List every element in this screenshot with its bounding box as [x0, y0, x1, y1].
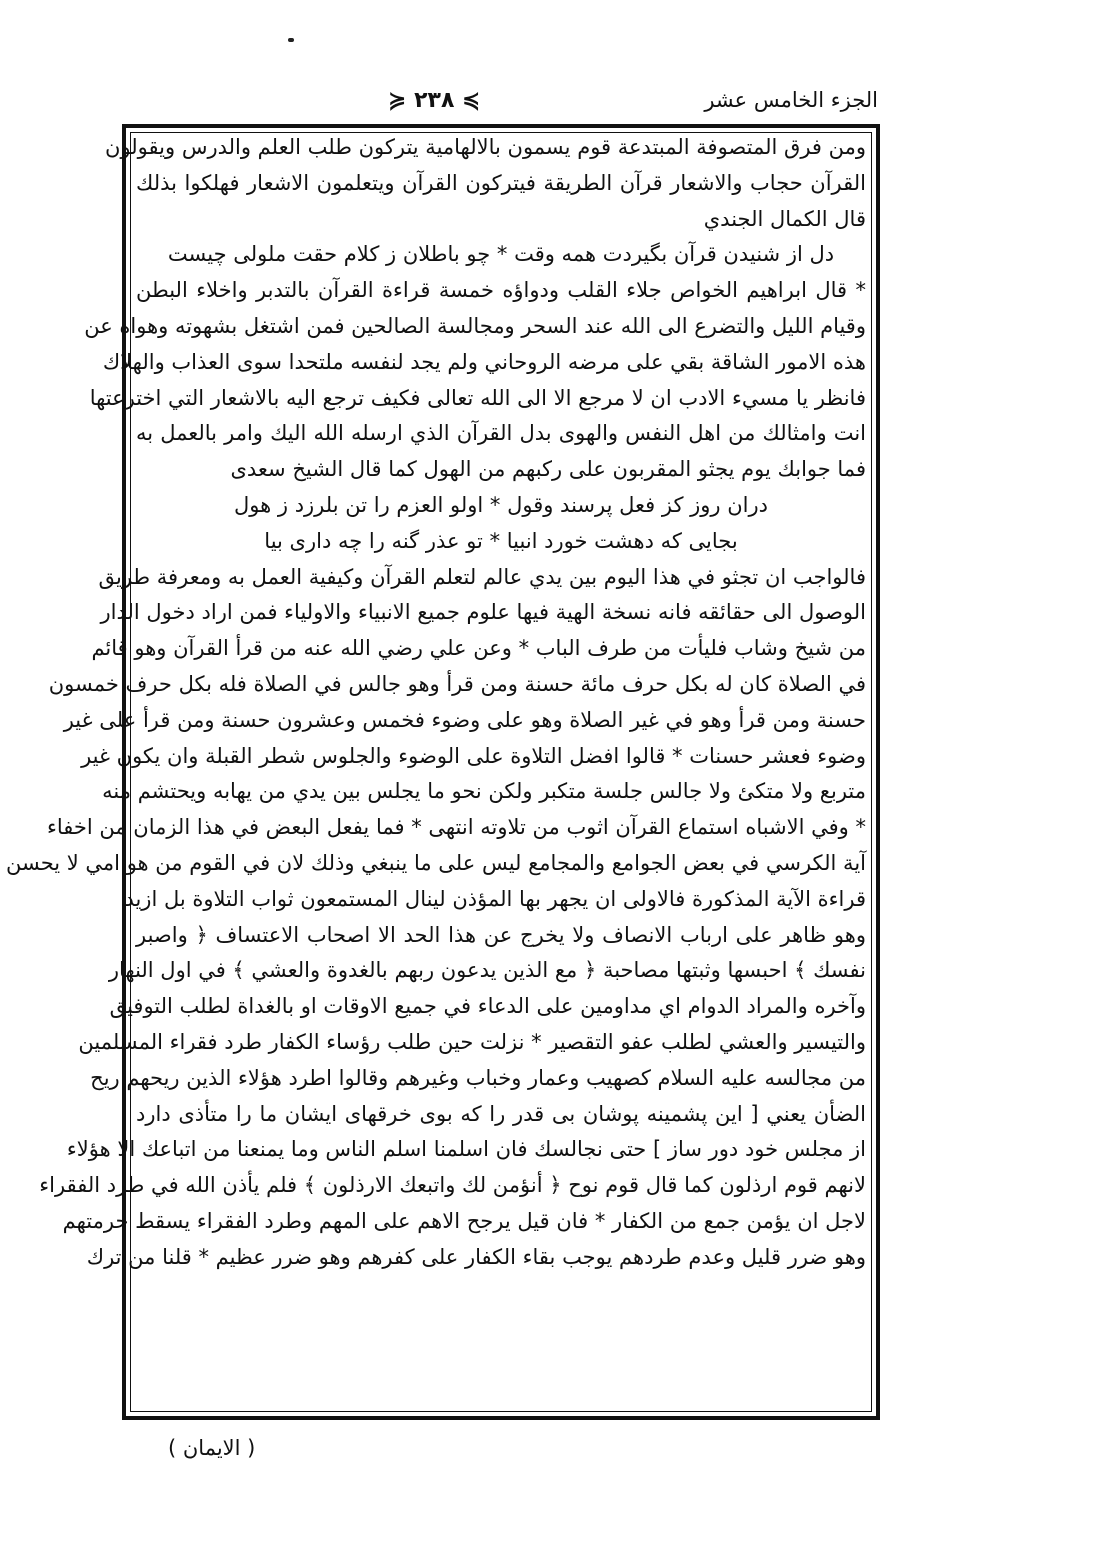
text-line: هذه الامور الشاقة بقي على مرضه الروحاني ولم يجد لنفسه ملتحدا سوى العذاب والهلاك [102, 349, 866, 374]
ink-speck [288, 38, 294, 42]
text-line: قراءة الآية المذكورة فالاولى ان يجهر بها المؤذن لينال المستمعون ثواب التلاوة بل ازيد [124, 886, 866, 911]
text-line: من مجالسه عليه السلام كصهيب وعمار وخباب وغيرهم وقالوا اطرد هؤلاء الذين ريحهم ريح [90, 1065, 866, 1090]
text-line: والتيسير والعشي لطلب عفو التقصير * نزلت حين طلب رؤساء الكفار طرد فقراء المسلمين [78, 1029, 866, 1054]
text-line: * وفي الاشباه استماع القرآن اثوب من تلاوته انتهى * فما يفعل البعض في هذا الزمان من اخفاء [46, 815, 866, 840]
page-header [128, 88, 878, 122]
text-line: فما جوابك يوم يجثو المقربون على ركبهم من الهول كما قال الشيخ سعدى [230, 457, 866, 482]
text-line: لانهم قوم ارذلون كما قال قوم نوح ﴿ أنؤمن لك واتبعك الارذلون ﴾ فلم يأذن الله في طرد الفقراء [39, 1173, 866, 1198]
verse-line: دران روز كز فعل پرسند وقول * اولو العزم را تن بلرزد ز هول [234, 492, 768, 517]
text-line: نفسك ﴾ احبسها وثبتها مصاحبة ﴿ مع الذين يدعون ربهم بالغدوة والعشي ﴾ في اول النهار [108, 958, 866, 983]
text-line: القرآن حجاب والاشعار قرآن الطريقة فيتركون القرآن ويتعلمون الاشعار فهلكوا بذلك [136, 170, 866, 195]
text-line: فالواجب ان تجثو في هذا اليوم بين يدي عالم لتعلم القرآن وكيفية العمل به ومعرفة طريق [98, 564, 866, 589]
text-line: آية الكرسي في بعض الجوامع والمجامع ليس على ما ينبغي وذلك لان في القوم من هو امي لا يحسن [5, 850, 866, 875]
text-line: حسنة ومن قرأ وهو في غير الصلاة وهو على وضوء فخمس وعشرون حسنة ومن قرأ على غير [63, 707, 866, 732]
text-line: فانظر يا مسيء الادب ان لا مرجع الا الى الله تعالى فكيف ترجع اليه بالاشعار التي اخترعتها [89, 385, 866, 410]
text-line: * قال ابراهيم الخواص جلاء القلب ودواؤه خمسة قراءة القرآن بالتدبر واخلاء البطن [136, 278, 866, 303]
catchword: ( الايمان ) [168, 1436, 256, 1460]
text-line: لاجل ان يؤمن جمع من الكفار * فان قيل يرجح الاهم على المهم وطرد الفقراء يسقط حرمتهم [62, 1208, 866, 1233]
main-text [5, 130, 866, 1276]
verse-line: بجايى كه دهشت خورد انبيا * تو عذر گنه را چه دارى بيا [264, 528, 738, 553]
text-line: ومن فرق المتصوفة المبتدعة قوم يسمون بالالهامية يتركون طلب العلم والدرس ويقولون [105, 135, 866, 159]
text-line: وضوء فعشر حسنات * قالوا افضل التلاوة على الوضوء والجلوس شطر القبلة وان يكون غير [81, 743, 866, 768]
text-line: قال الكمال الجندي [703, 206, 866, 231]
text-line: انت وامثالك من اهل النفس والهوى بدل القرآن الذي ارسله الله اليك وامر بالعمل به [136, 421, 866, 446]
text-line: وهو ضرر قليل وعدم طردهم يوجب بقاء الكفار على كفرهم وهو ضرر عظيم * قلنا من ترك [86, 1244, 866, 1269]
running-title: الجزء الخامس عشر [704, 88, 878, 112]
text-line: متربع ولا متكئ ولا جالس جلسة متكبر ولكن نحو ما يجلس بين يدي من يهابه ويحتشم منه [102, 779, 866, 804]
text-line: از مجلس خود دور ساز ] حتى نجالسك فان اسلمنا اسلم الناس وما يمنعنا من اتباعك الا هؤلاء [66, 1137, 866, 1162]
text-line: وقيام الليل والتضرع الى الله عند السحر ومجالسة الصالحين فمن اشتغل بشهوته وهواه عن [84, 313, 866, 338]
text-line: وهو ظاهر على ارباب الانصاف ولا يخرج عن هذا الحد الا اصحاب الاعتساف ﴿ واصبر [136, 922, 866, 947]
text-line: الوصول الى حقائقه فانه نسخة الهية فيها علوم جميع الانبياء والاولياء فمن اراد دخول الدار [100, 600, 866, 625]
text-line: من شيخ وشاب فليأت من طرف الباب * وعن علي رضي الله عنه من قرأ القرآن وهو قائم [91, 636, 866, 661]
page-number: ≽ ۲۳۸ ≼ [388, 88, 481, 113]
text-line: في الصلاة كان له بكل حرف مائة حسنة ومن قرأ وهو جالس في الصلاة فله بكل حرف خمسون [48, 671, 866, 696]
verse-line: دل از شنيدن قرآن بگيردت همه وقت * چو باطلان ز كلام حقت ملولى چيست [167, 242, 835, 267]
text-line: الضأن يعني [ اين پشمينه پوشان بى قدر را كه بوى خرقهاى ايشان ما را متأذى دارد [136, 1101, 866, 1126]
text-line: وآخره والمراد الدوام اي مداومين على الدعاء في جميع الاوقات او بالغداة لطلب التوفيق [109, 994, 866, 1019]
